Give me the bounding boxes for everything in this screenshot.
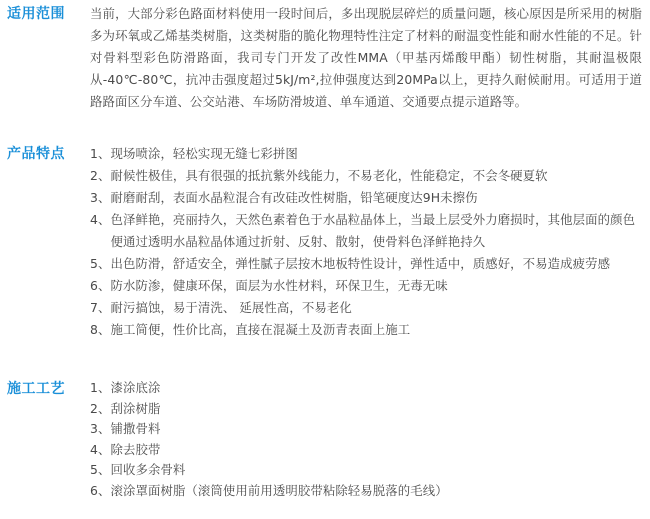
- list-item: [90, 378, 642, 399]
- item-number: 8 、: [90, 319, 110, 341]
- item-text: 刮涂树脂: [110, 400, 161, 416]
- item-number: 7 、: [90, 297, 110, 319]
- list-item: [90, 209, 642, 253]
- list-item: [90, 399, 642, 420]
- list-item: [90, 319, 642, 341]
- item-text: 现场喷涂，轻松实现无缝七彩拼图: [110, 146, 298, 161]
- item-number: 4 、: [90, 209, 110, 253]
- item-text: 施工简便，性价比高，直接在混凝土及沥青表面上施工: [110, 322, 411, 337]
- item-number: 1 、: [90, 378, 110, 399]
- item-text: 滚涂罩面树脂（滚筒使用前用透明胶带粘除轻易脱落的毛线）: [110, 482, 448, 498]
- features-list: [90, 143, 642, 341]
- scope-label: 适用范围: [7, 6, 65, 22]
- list-item: [90, 297, 642, 319]
- item-text: 回收多余骨料: [110, 462, 186, 477]
- item-number: 1 、: [90, 143, 110, 165]
- list-item: [90, 419, 642, 440]
- item-text: 色泽鲜艳，亮丽持久，天然色素着色于水晶粒晶体上，当最上层受外力磨损时，其他层面的颜色便通过透明水晶粒晶体通过折射、反射、散射，使骨料色泽鲜艳持久: [110, 212, 636, 249]
- list-item: [90, 165, 642, 187]
- item-text: 漆涂底涂: [110, 380, 161, 395]
- item-text: 防水防渗，健康环保，面层为水性材料，环保卫生，无毒无味: [110, 278, 448, 293]
- item-number: 4 、: [90, 440, 110, 461]
- item-text: 耐磨耐刮，表面水晶粒混合有改硅改性树脂，铅笔硬度达9H未擦伤: [110, 190, 478, 205]
- item-number: 5 、: [90, 460, 110, 481]
- list-item: [90, 143, 642, 165]
- list-item: [90, 253, 642, 275]
- item-text: 除去胶带: [110, 441, 161, 457]
- item-text: 耐候性极佳，具有很强的抵抗紫外线能力，不易老化，性能稳定，不会冬硬夏软: [110, 168, 548, 183]
- item-text: 耐污搞蚀，易于清洗、 延展性高，不易老化: [110, 300, 352, 315]
- list-item: [90, 460, 642, 481]
- list-item: [90, 275, 642, 297]
- item-number: 5 、: [90, 253, 110, 275]
- item-number: 6 、: [90, 275, 110, 297]
- item-number: 2 、: [90, 399, 110, 420]
- features-label: 产品特点: [7, 146, 65, 162]
- list-item: [90, 187, 642, 209]
- scope-content: [90, 3, 642, 113]
- item-text: 出色防滑，舒适安全，弹性腻子层按木地板特性设计，弹性适中，质感好，不易造成疲劳感: [110, 256, 611, 271]
- scope-text: 当前，大部分彩色路面材料使用一段时间后，多出现脱层碎烂的质量问题，核心原因是所采用的树脂多为环氧或乙烯基类树脂，这类树脂的脆化物理特性注定了材料的耐温变性能和耐水性能的不足。针对骨料型彩色防滑路面，我司专门开发了改性MMA（甲基丙烯酸甲酯）韧性树脂，其耐温极限从-40℃-80℃，抗冲击强度超过5kJ/m²,拉伸强度达到20MPa以上，更持久耐候耐用。可适用于道路路面区分车道、公交站港、车场防滑坡道、单车通道、交通要点提示道路等。: [90, 6, 642, 109]
- item-number: 2 、: [90, 165, 110, 187]
- item-number: 6 、: [90, 481, 110, 502]
- process-content: [90, 378, 642, 501]
- item-number: 3 、: [90, 419, 110, 440]
- features-content: [90, 143, 642, 341]
- list-item: [90, 440, 642, 461]
- item-text: 铺撒骨料: [110, 421, 161, 436]
- process-label: 施工工艺: [7, 381, 65, 397]
- item-number: 3 、: [90, 187, 110, 209]
- list-item: [90, 481, 642, 502]
- process-list: [90, 378, 642, 501]
